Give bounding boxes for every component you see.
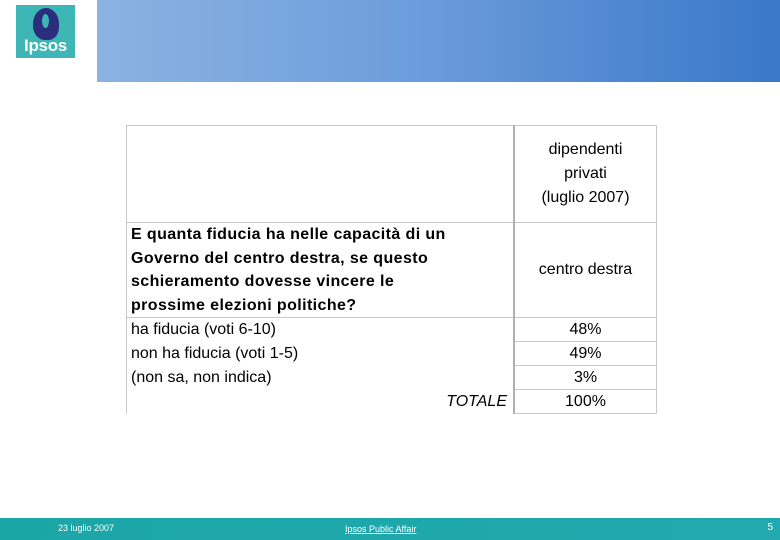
total-row	[127, 390, 657, 414]
table-row	[127, 318, 657, 342]
question-value: centro destra	[514, 223, 657, 318]
ipsos-logo	[16, 5, 75, 58]
question-text	[127, 223, 515, 318]
row-value: 48%	[514, 318, 657, 342]
row-label: ha fiducia (voti 6-10)	[127, 318, 515, 342]
column-header-line: dipendenti	[548, 141, 623, 158]
results-table	[126, 125, 657, 414]
logo-area	[0, 0, 92, 82]
row-label: non ha fiducia (voti 1-5)	[127, 342, 515, 366]
row-value: 3%	[514, 366, 657, 390]
logo-text: Ipsos	[24, 36, 67, 55]
header-empty-cell	[127, 126, 515, 223]
header-band	[97, 0, 780, 82]
total-value: 100%	[514, 390, 657, 414]
question-line: schieramento dovesse vincere le	[131, 273, 395, 290]
footer-date: 23 luglio 2007	[58, 523, 115, 533]
footer-link[interactable]: Ipsos Public Affair	[345, 524, 417, 534]
table-header-row	[127, 126, 657, 223]
column-header-line: (luglio 2007)	[541, 189, 630, 206]
row-value: 49%	[514, 342, 657, 366]
row-label: (non sa, non indica)	[127, 366, 515, 390]
question-row	[127, 223, 657, 318]
column-header-line: privati	[564, 165, 607, 182]
column-header	[514, 126, 657, 223]
total-label: TOTALE	[127, 390, 515, 414]
question-line: Governo del centro destra, se questo	[131, 249, 429, 267]
table-row	[127, 342, 657, 366]
page-number: 5	[767, 522, 773, 533]
question-line: prossime elezioni politiche?	[131, 296, 357, 314]
question-line: E quanta fiducia ha nelle capacità di un	[131, 226, 446, 243]
footer-bar	[0, 518, 780, 540]
table-row	[127, 366, 657, 390]
